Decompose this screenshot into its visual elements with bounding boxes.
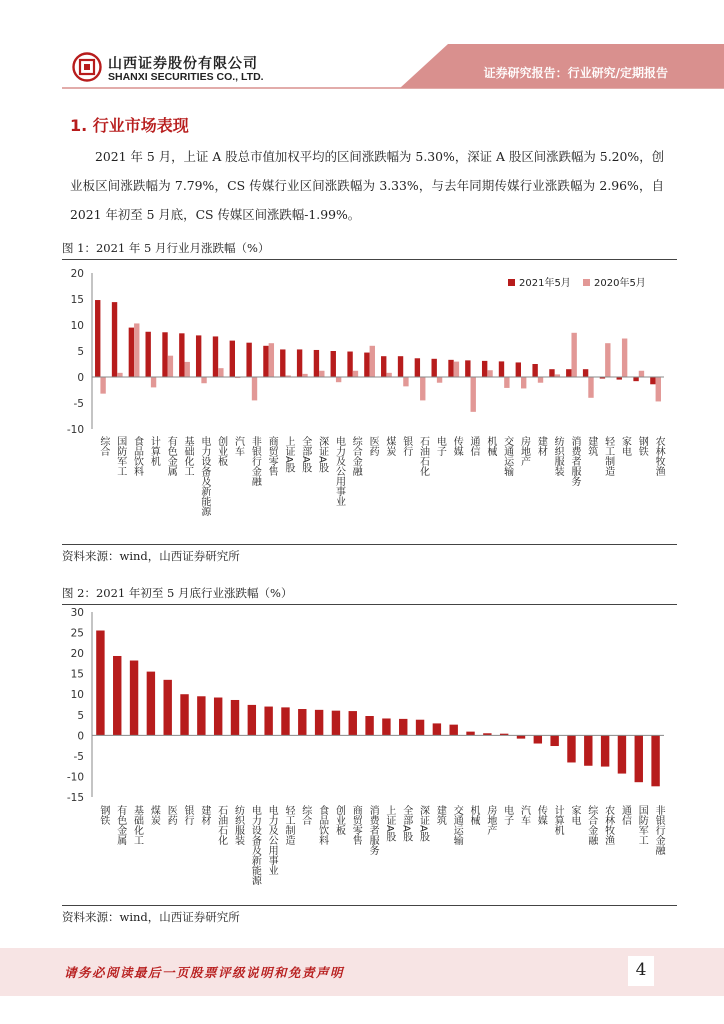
bar-银行 bbox=[403, 377, 408, 386]
y-tick-label: 30 bbox=[70, 607, 84, 619]
y-tick-label: -10 bbox=[66, 424, 84, 436]
category-label: 农林牧渔 bbox=[653, 436, 665, 476]
market-summary-paragraph: 2021 年 5 月，上证 A 股总市值加权平均的区间涨跌幅为 5.30%，深证 A 股区间涨跌幅为 5.20%，创业板区间涨跌幅为 7.79%，CS 传媒行业区间涨跌幅为 3.33%，与去年同期传媒行业涨跌幅为 2.96%，自 2021 年初至 5 月底，CS 传媒区间涨跌幅-1.99%。 bbox=[70, 149, 664, 222]
category-label: 综合 bbox=[299, 805, 311, 825]
category-label: 电力设备及新能源 bbox=[249, 805, 261, 885]
category-label: 消费者服务 bbox=[367, 805, 379, 855]
bar-通信 bbox=[465, 360, 470, 377]
bar-电子 bbox=[431, 359, 436, 377]
bar-基础化工 bbox=[130, 661, 138, 736]
category-label: 房地产 bbox=[518, 436, 530, 466]
section-title: 1. 行业市场表现 bbox=[70, 116, 189, 135]
category-label: 传媒 bbox=[535, 805, 547, 825]
bar-医药 bbox=[370, 346, 375, 377]
y-tick-label: -15 bbox=[66, 792, 84, 804]
bar-交通运输 bbox=[504, 377, 509, 388]
bar-计算机 bbox=[151, 377, 156, 387]
bar-农林牧渔 bbox=[650, 377, 655, 384]
bar-消费者服务 bbox=[566, 369, 571, 377]
category-label: 建筑 bbox=[585, 436, 597, 456]
category-label: 轻工制造 bbox=[282, 805, 294, 845]
bar-汽车 bbox=[230, 341, 235, 377]
bar-商贸零售 bbox=[263, 346, 268, 377]
category-label: 建材 bbox=[535, 436, 547, 456]
y-tick-label: 20 bbox=[70, 268, 84, 280]
category-label: 非银行金融 bbox=[249, 436, 261, 486]
category-label: 交通运输 bbox=[451, 805, 463, 845]
bar-建筑 bbox=[433, 723, 441, 735]
bar-综合金融 bbox=[347, 352, 352, 377]
category-label: 计算机 bbox=[552, 805, 564, 835]
y-tick-label: 10 bbox=[70, 320, 84, 332]
bar-煤炭 bbox=[386, 373, 391, 377]
category-label: 煤炭 bbox=[148, 805, 160, 825]
category-label: 深证A股 bbox=[417, 805, 429, 842]
bar-商贸零售 bbox=[269, 343, 274, 377]
bar-有色金属 bbox=[168, 356, 173, 377]
category-label: 电力设备及新能源 bbox=[198, 436, 210, 516]
bar-非银行金融 bbox=[252, 377, 257, 400]
category-label: 基础化工 bbox=[131, 805, 143, 845]
bar-食品饮料 bbox=[134, 323, 139, 377]
category-label: 通信 bbox=[619, 805, 631, 825]
bar-石油石化 bbox=[420, 377, 425, 400]
bar-传媒 bbox=[448, 360, 453, 377]
y-tick-label: 0 bbox=[77, 730, 84, 743]
company-logo-icon bbox=[72, 52, 102, 82]
bar-国防军工 bbox=[112, 302, 117, 377]
category-label: 电子 bbox=[501, 805, 513, 825]
category-label: 国防军工 bbox=[636, 805, 648, 845]
bar-石油石化 bbox=[214, 698, 222, 736]
bar-计算机 bbox=[550, 735, 558, 746]
category-label: 全部A股 bbox=[400, 805, 412, 842]
bar-交通运输 bbox=[450, 725, 458, 736]
category-label: 综合金融 bbox=[350, 436, 362, 476]
bar-建材 bbox=[197, 696, 205, 735]
category-label: 有色金属 bbox=[165, 436, 177, 476]
bar-消费者服务 bbox=[365, 716, 373, 735]
category-label: 建材 bbox=[198, 805, 210, 825]
bar-煤炭 bbox=[147, 672, 155, 736]
category-label: 创业板 bbox=[215, 436, 227, 466]
bar-银行 bbox=[398, 356, 403, 377]
category-label: 房地产 bbox=[484, 805, 496, 835]
category-label: 医药 bbox=[367, 436, 379, 456]
category-label: 上证A股 bbox=[282, 436, 294, 473]
category-label: 纺织服装 bbox=[552, 436, 564, 476]
category-label: 有色金属 bbox=[114, 805, 126, 845]
bar-电力设备及新能源 bbox=[201, 377, 206, 383]
figure1-chart bbox=[0, 260, 724, 540]
bar-食品饮料 bbox=[129, 328, 134, 377]
category-label: 石油石化 bbox=[417, 436, 429, 476]
y-tick-label: -5 bbox=[73, 398, 84, 410]
page-header bbox=[0, 0, 724, 100]
y-tick-label: -10 bbox=[66, 771, 84, 784]
legend-swatch bbox=[508, 279, 515, 286]
category-label: 电力及公用事业 bbox=[333, 436, 345, 506]
bar-非银行金融 bbox=[651, 735, 659, 786]
bar-建筑 bbox=[583, 369, 588, 377]
category-label: 电子 bbox=[434, 436, 446, 456]
bar-电力设备及新能源 bbox=[196, 335, 201, 377]
category-label: 石油石化 bbox=[215, 805, 227, 845]
bar-医药 bbox=[364, 353, 369, 377]
category-label: 计算机 bbox=[148, 436, 160, 466]
category-label: 传媒 bbox=[451, 436, 463, 456]
bar-深证A股 bbox=[314, 350, 319, 377]
category-label: 创业板 bbox=[333, 805, 345, 835]
header-band bbox=[0, 0, 724, 100]
bar-电力及公用事业 bbox=[264, 707, 272, 736]
category-label: 家电 bbox=[619, 436, 631, 456]
category-label: 钢铁 bbox=[636, 436, 648, 456]
figure1-source: 资料来源：wind，山西证券研究所 bbox=[62, 549, 240, 563]
bar-医药 bbox=[164, 680, 172, 736]
bar-上证A股 bbox=[382, 718, 390, 735]
figure2-chart bbox=[0, 605, 724, 901]
bar-轻工制造 bbox=[605, 343, 610, 377]
category-label: 轻工制造 bbox=[602, 436, 614, 476]
bar-石油石化 bbox=[415, 358, 420, 377]
bar-电子 bbox=[437, 377, 442, 383]
bar-交通运输 bbox=[499, 361, 504, 377]
figure2-bottom-rule bbox=[62, 905, 677, 906]
bar-消费者服务 bbox=[571, 333, 576, 377]
category-label: 电力及公用事业 bbox=[266, 805, 278, 875]
bar-纺织服装 bbox=[231, 700, 239, 735]
bar-轻工制造 bbox=[281, 707, 289, 735]
category-label: 家电 bbox=[568, 805, 580, 825]
bar-创业板 bbox=[213, 336, 218, 377]
bar-家电 bbox=[567, 735, 575, 762]
category-label: 纺织服装 bbox=[232, 805, 244, 845]
y-tick-label: 20 bbox=[70, 648, 84, 661]
bar-综合 bbox=[298, 709, 306, 735]
bar-家电 bbox=[622, 339, 627, 377]
category-label: 综合金融 bbox=[585, 805, 597, 845]
category-label: 深证A股 bbox=[316, 436, 328, 473]
bar-机械 bbox=[466, 732, 474, 736]
bar-有色金属 bbox=[162, 332, 167, 377]
bar-房地产 bbox=[521, 377, 526, 388]
y-tick-label: 25 bbox=[70, 627, 84, 640]
category-label: 医药 bbox=[165, 805, 177, 825]
bar-传媒 bbox=[454, 362, 459, 377]
bar-商贸零售 bbox=[349, 711, 357, 735]
page-number: 4 bbox=[635, 960, 647, 980]
bar-建材 bbox=[538, 377, 543, 383]
bar-建材 bbox=[532, 364, 537, 377]
y-tick-label: 5 bbox=[77, 346, 84, 358]
y-tick-label: 5 bbox=[77, 709, 84, 722]
y-tick-label: 0 bbox=[77, 372, 84, 384]
category-label: 机械 bbox=[484, 436, 496, 456]
bar-钢铁 bbox=[639, 371, 644, 377]
figure1-bottom-rule bbox=[62, 544, 677, 545]
category-label: 农林牧渔 bbox=[602, 805, 614, 845]
bar-通信 bbox=[471, 377, 476, 412]
bar-综合 bbox=[95, 300, 100, 377]
bar-创业板 bbox=[218, 368, 223, 377]
company-name-en: SHANXI SECURITIES CO., LTD. bbox=[108, 71, 264, 83]
legend-swatch bbox=[583, 279, 590, 286]
y-tick-label: 15 bbox=[70, 294, 84, 306]
figure2-caption: 图 2：2021 年初至 5 月底行业涨跌幅（%） bbox=[62, 586, 293, 600]
category-label: 商贸零售 bbox=[266, 436, 278, 476]
bar-创业板 bbox=[332, 711, 340, 736]
bar-电力及公用事业 bbox=[336, 377, 341, 382]
category-label: 非银行金融 bbox=[653, 805, 665, 855]
category-label: 银行 bbox=[182, 805, 194, 825]
category-label: 银行 bbox=[400, 436, 412, 456]
company-name-cn: 山西证券股份有限公司 bbox=[108, 56, 258, 72]
category-label: 食品饮料 bbox=[131, 436, 143, 476]
bar-机械 bbox=[487, 370, 492, 377]
category-label: 全部A股 bbox=[299, 436, 311, 473]
bar-纺织服装 bbox=[549, 369, 554, 377]
y-tick-label: 15 bbox=[70, 668, 84, 681]
bar-传媒 bbox=[534, 735, 542, 743]
bar-深证A股 bbox=[416, 720, 424, 736]
category-label: 汽车 bbox=[518, 805, 530, 825]
category-label: 煤炭 bbox=[383, 436, 395, 456]
bar-银行 bbox=[180, 694, 188, 735]
category-label: 食品饮料 bbox=[316, 805, 328, 845]
report-type-tag: 证券研究报告：行业研究/定期报告 bbox=[483, 66, 668, 80]
category-label: 交通运输 bbox=[501, 436, 513, 476]
bar-机械 bbox=[482, 361, 487, 377]
category-label: 机械 bbox=[468, 805, 480, 825]
bar-深证A股 bbox=[319, 371, 324, 377]
y-tick-label: 10 bbox=[70, 689, 84, 702]
category-label: 汽车 bbox=[232, 436, 244, 456]
bar-房地产 bbox=[516, 362, 521, 377]
bar-电力及公用事业 bbox=[331, 351, 336, 377]
bar-计算机 bbox=[145, 332, 150, 377]
bar-食品饮料 bbox=[315, 710, 323, 735]
category-label: 上证A股 bbox=[383, 805, 395, 842]
category-label: 钢铁 bbox=[97, 805, 109, 825]
figure1-caption: 图 1：2021 年 5 月行业月涨跌幅（%） bbox=[62, 241, 270, 255]
bar-煤炭 bbox=[381, 356, 386, 377]
category-label: 国防军工 bbox=[114, 436, 126, 476]
bar-基础化工 bbox=[179, 333, 184, 377]
category-label: 基础化工 bbox=[182, 436, 194, 476]
footer-disclaimer: 请务必阅读最后一页股票评级说明和免责声明 bbox=[64, 965, 345, 980]
bar-钢铁 bbox=[633, 377, 638, 381]
bar-国防军工 bbox=[117, 373, 122, 377]
bar-农林牧渔 bbox=[601, 735, 609, 766]
category-label: 商贸零售 bbox=[350, 805, 362, 845]
bar-综合 bbox=[100, 377, 105, 394]
bar-全部A股 bbox=[399, 719, 407, 735]
category-label: 消费者服务 bbox=[568, 436, 580, 486]
category-label: 综合 bbox=[97, 436, 109, 456]
bar-国防军工 bbox=[635, 735, 643, 782]
bar-基础化工 bbox=[185, 362, 190, 377]
bar-电力设备及新能源 bbox=[248, 705, 256, 735]
bar-有色金属 bbox=[113, 656, 121, 735]
category-label: 建筑 bbox=[434, 805, 446, 825]
bar-综合金融 bbox=[584, 735, 592, 765]
bar-全部A股 bbox=[297, 349, 302, 377]
legend-label: 2021年5月 bbox=[519, 278, 571, 289]
bar-建筑 bbox=[588, 377, 593, 398]
figure2-source: 资料来源：wind，山西证券研究所 bbox=[62, 910, 240, 924]
bar-钢铁 bbox=[96, 631, 104, 736]
legend-label: 2020年5月 bbox=[594, 278, 646, 289]
bar-非银行金融 bbox=[246, 343, 251, 377]
bar-农林牧渔 bbox=[656, 377, 661, 401]
bar-综合金融 bbox=[353, 371, 358, 377]
category-label: 通信 bbox=[468, 436, 480, 456]
bar-通信 bbox=[618, 735, 626, 773]
bar-上证A股 bbox=[280, 349, 285, 377]
y-tick-label: -5 bbox=[73, 750, 84, 763]
